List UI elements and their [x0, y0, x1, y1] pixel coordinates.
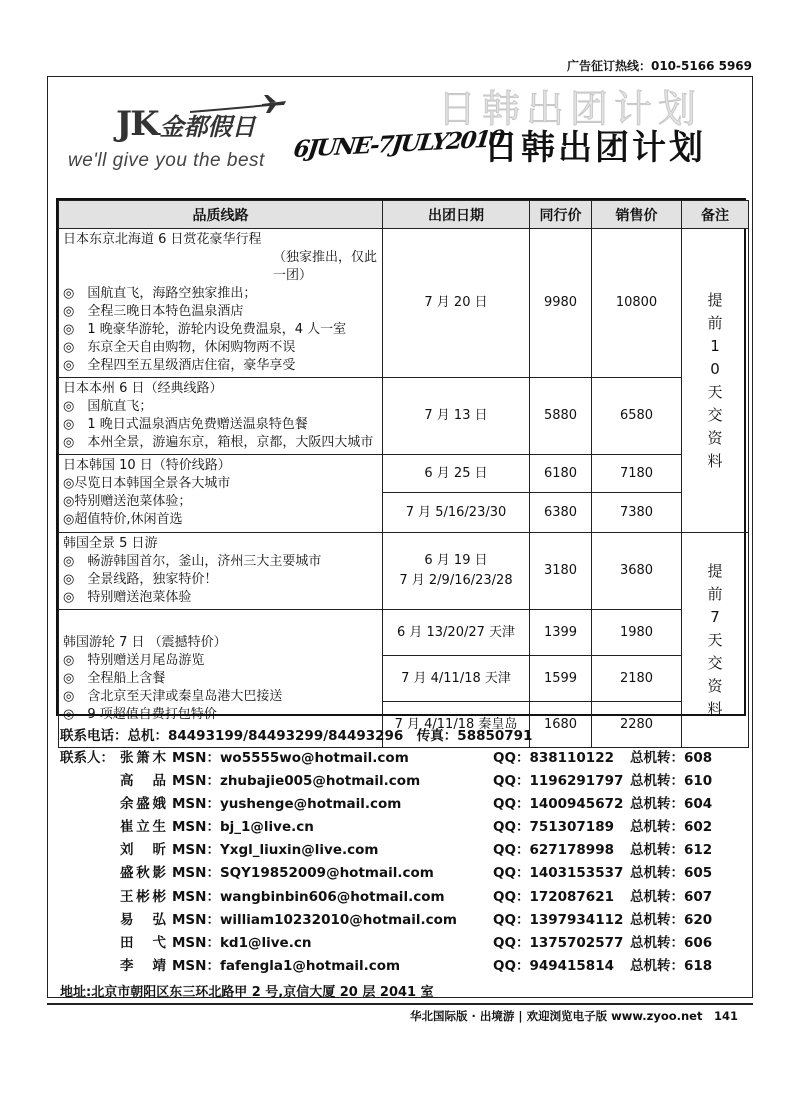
route-item: ◎ 国航直飞，海路空独家推出； — [63, 286, 257, 301]
departure-date: 7 月 4/11/18 天津 — [383, 656, 530, 702]
route-cell — [59, 533, 383, 610]
route-title: 韩国全景 5 日游 — [63, 536, 158, 551]
contact-name: 张箫木 — [120, 750, 166, 766]
route-item: ◎ 1 晚豪华游轮，游轮内设免费温泉，4 人一室 — [63, 322, 347, 337]
route-item: ◎ 全程四至五星级酒店住宿，豪华享受 — [63, 358, 296, 373]
route-title: 韩国游轮 7 日 （震撼特价） — [63, 634, 227, 650]
peer-price: 9980 — [530, 229, 592, 378]
contact-qq: QQ：1375702577 — [493, 934, 624, 951]
page-title: 日韩出团计划 — [484, 128, 706, 168]
contact-qq: QQ：949415814 — [493, 957, 614, 974]
contact-ext: 总机转：604 — [630, 796, 713, 813]
footer: 华北国际版 · 出境游 | 欢迎浏览电子版 www.zyoo.net 141 — [410, 1009, 738, 1023]
departure-date-line: 7 月 2/9/16/23/28 — [399, 573, 513, 588]
contact-name: 高品 — [120, 773, 166, 790]
tour-table — [56, 198, 746, 732]
peer-price: 1680 — [530, 702, 592, 748]
notes-cell — [682, 229, 749, 533]
retail-price: 6580 — [592, 378, 682, 455]
route-item: ◎ 全景线路，独家特价！ — [63, 572, 218, 587]
contact-ext: 总机转：612 — [630, 842, 713, 859]
contact-qq: QQ：1400945672 — [493, 796, 624, 813]
logo — [68, 92, 298, 182]
contact-name: 易弘 — [120, 911, 166, 928]
departure-date: 6 月 13/20/27 天津 — [383, 610, 530, 656]
route-item: ◎ 特别赠送泡菜体验 — [63, 590, 192, 605]
contact-name: 盛秋影 — [120, 865, 166, 882]
contact-phone: 联系电话：总机：84493199/84493299/84493296 传真：58850791 — [60, 728, 533, 744]
peer-price: 5880 — [530, 378, 592, 455]
route-title: 日本韩国 10 日（特价线路） — [63, 458, 231, 473]
contact-name: 刘昕 — [120, 842, 166, 859]
retail-price: 2180 — [592, 656, 682, 702]
contact-qq: QQ：172087621 — [493, 888, 614, 905]
contact-msn: MSN：zhubajie005@hotmail.com — [172, 773, 421, 790]
header-route: 品质线路 — [59, 201, 383, 229]
watermark-title: 日韩出团计划 — [438, 87, 703, 131]
retail-price: 10800 — [592, 229, 682, 378]
contact-row — [60, 883, 750, 906]
logo-cn: 金都假日 — [159, 112, 256, 141]
contact-msn: MSN：bj_1@live.cn — [172, 819, 314, 836]
route-item: ◎ 畅游韩国首尔，釜山，济州三大主要城市 — [63, 554, 322, 569]
route-item: ◎ 特别赠送月尾岛游览 — [63, 652, 205, 668]
peer-price: 6380 — [530, 493, 592, 533]
contact-row — [60, 790, 750, 813]
contact-qq: QQ：838110122 — [493, 750, 614, 766]
contact-name: 田弋 — [120, 934, 166, 951]
departure-date: 6 月 25 日 — [383, 455, 530, 493]
contact-row — [60, 767, 750, 790]
contact-list — [60, 744, 750, 975]
route-subtitle: （独家推出，仅此一团） — [273, 250, 378, 283]
contact-row — [60, 952, 750, 975]
departure-date — [383, 533, 530, 610]
peer-price: 3180 — [530, 533, 592, 610]
retail-price: 2280 — [592, 702, 682, 748]
route-item: ◎ 全程船上含餐 — [63, 670, 166, 686]
hotline: 广告征订热线：010-5166 5969 — [566, 59, 752, 73]
contact-ext: 总机转：605 — [630, 865, 713, 882]
route-item: ◎ 1 晚日式温泉酒店免费赠送温泉特色餐 — [63, 417, 308, 432]
route-title: 日本东京北海道 6 日赏花豪华行程 — [63, 232, 262, 247]
departure-date: 7 月 5/16/23/30 — [383, 493, 530, 533]
header-date: 出团日期 — [383, 201, 530, 229]
contact-msn: MSN：wo5555wo@hotmail.com — [172, 750, 409, 766]
contact-qq: QQ：627178998 — [493, 842, 614, 859]
route-item: ◎ 9 项超值自费打包特价 — [63, 706, 217, 722]
contact-qq: QQ：1403153537 — [493, 865, 624, 882]
retail-price: 7180 — [592, 455, 682, 493]
route-cell — [59, 455, 383, 533]
contact-msn: MSN：kd1@live.cn — [172, 934, 312, 951]
contact-ext: 总机转：607 — [630, 888, 713, 905]
route-item: ◎超值特价,休闲首选 — [63, 512, 183, 527]
contact-row — [60, 744, 750, 767]
contact-qq: QQ：1397934112 — [493, 911, 624, 928]
route-cell — [59, 378, 383, 455]
contact-qq: QQ：751307189 — [493, 819, 614, 836]
header-retail-price: 销售价 — [592, 201, 682, 229]
route-title: 日本本州 6 日（经典线路） — [63, 381, 223, 396]
peer-price: 1599 — [530, 656, 592, 702]
note-text: 提前7天交资料 — [707, 561, 723, 718]
route-item: ◎ 含北京至天津或秦皇岛港大巴接送 — [63, 688, 283, 704]
peer-price: 6180 — [530, 455, 592, 493]
contact-name: 余盛娥 — [120, 796, 166, 813]
retail-price: 7380 — [592, 493, 682, 533]
table-row — [59, 378, 749, 455]
contact-msn: MSN：fafengla1@hotmail.com — [172, 957, 401, 974]
header-notes: 备注 — [682, 201, 749, 229]
departure-date-line: 6 月 19 日 — [424, 553, 488, 568]
contact-lead-label: 联系人： — [60, 750, 114, 766]
contact-row — [60, 836, 750, 859]
contact-ext: 总机转：620 — [630, 911, 713, 928]
table-header — [59, 201, 749, 229]
contact-name: 崔立生 — [120, 819, 166, 836]
table-row — [59, 610, 749, 656]
contact-name: 王彬彬 — [120, 888, 166, 905]
route-item: ◎特别赠送泡菜体验； — [63, 494, 192, 509]
contact-ext: 总机转：618 — [630, 957, 713, 974]
contact-name: 李靖 — [120, 957, 166, 974]
route-cell — [59, 229, 383, 378]
header-peer-price: 同行价 — [530, 201, 592, 229]
departure-date: 7 月 20 日 — [383, 229, 530, 378]
contact-ext: 总机转：610 — [630, 773, 713, 790]
route-item: ◎ 国航直飞； — [63, 399, 153, 414]
retail-price: 3680 — [592, 533, 682, 610]
tagline: we'll give you the best — [68, 150, 265, 171]
contact-row — [60, 929, 750, 952]
address: 地址:北京市朝阳区东三环北路甲 2 号,京信大厦 20 层 2041 室 — [60, 985, 434, 1000]
table-row — [59, 455, 749, 493]
contact-qq: QQ：1196291797 — [493, 773, 624, 790]
contact-msn: MSN：yushenge@hotmail.com — [172, 796, 402, 813]
route-item: ◎ 东京全天自由购物，休闲购物两不误 — [63, 340, 296, 355]
contact-ext: 总机转：608 — [630, 750, 713, 766]
contact-ext: 总机转：606 — [630, 934, 713, 951]
contact-msn: MSN：william10232010@hotmail.com — [172, 911, 458, 928]
contact-ext: 总机转：602 — [630, 819, 713, 836]
notes-cell — [682, 533, 749, 748]
route-item: ◎尽览日本韩国全景各大城市 — [63, 476, 231, 491]
contact-msn: MSN：SQY19852009@hotmail.com — [172, 865, 434, 882]
footer-divider — [47, 1003, 753, 1005]
table-row — [59, 533, 749, 610]
route-item: ◎ 本州全景，游遍东京，箱根，京都，大阪四大城市 — [63, 435, 374, 450]
contact-row — [60, 906, 750, 929]
contact-msn: MSN：wangbinbin606@hotmail.com — [172, 888, 445, 905]
contact-msn: MSN：Yxgl_liuxin@live.com — [172, 842, 379, 859]
departure-date: 7 月 4/11/18 秦皇岛 — [383, 702, 530, 748]
airplane-icon — [188, 94, 288, 118]
peer-price: 1399 — [530, 610, 592, 656]
note-text: 提前10天交资料 — [707, 290, 723, 470]
retail-price: 1980 — [592, 610, 682, 656]
contact-row — [60, 859, 750, 882]
route-item: ◎ 全程三晚日本特色温泉酒店 — [63, 304, 244, 319]
title-dates: 6JUNE-7JULY2010 — [292, 125, 505, 163]
contact-row — [60, 813, 750, 836]
departure-date: 7 月 13 日 — [383, 378, 530, 455]
table-row — [59, 229, 749, 378]
logo-jk: JK — [116, 104, 158, 144]
